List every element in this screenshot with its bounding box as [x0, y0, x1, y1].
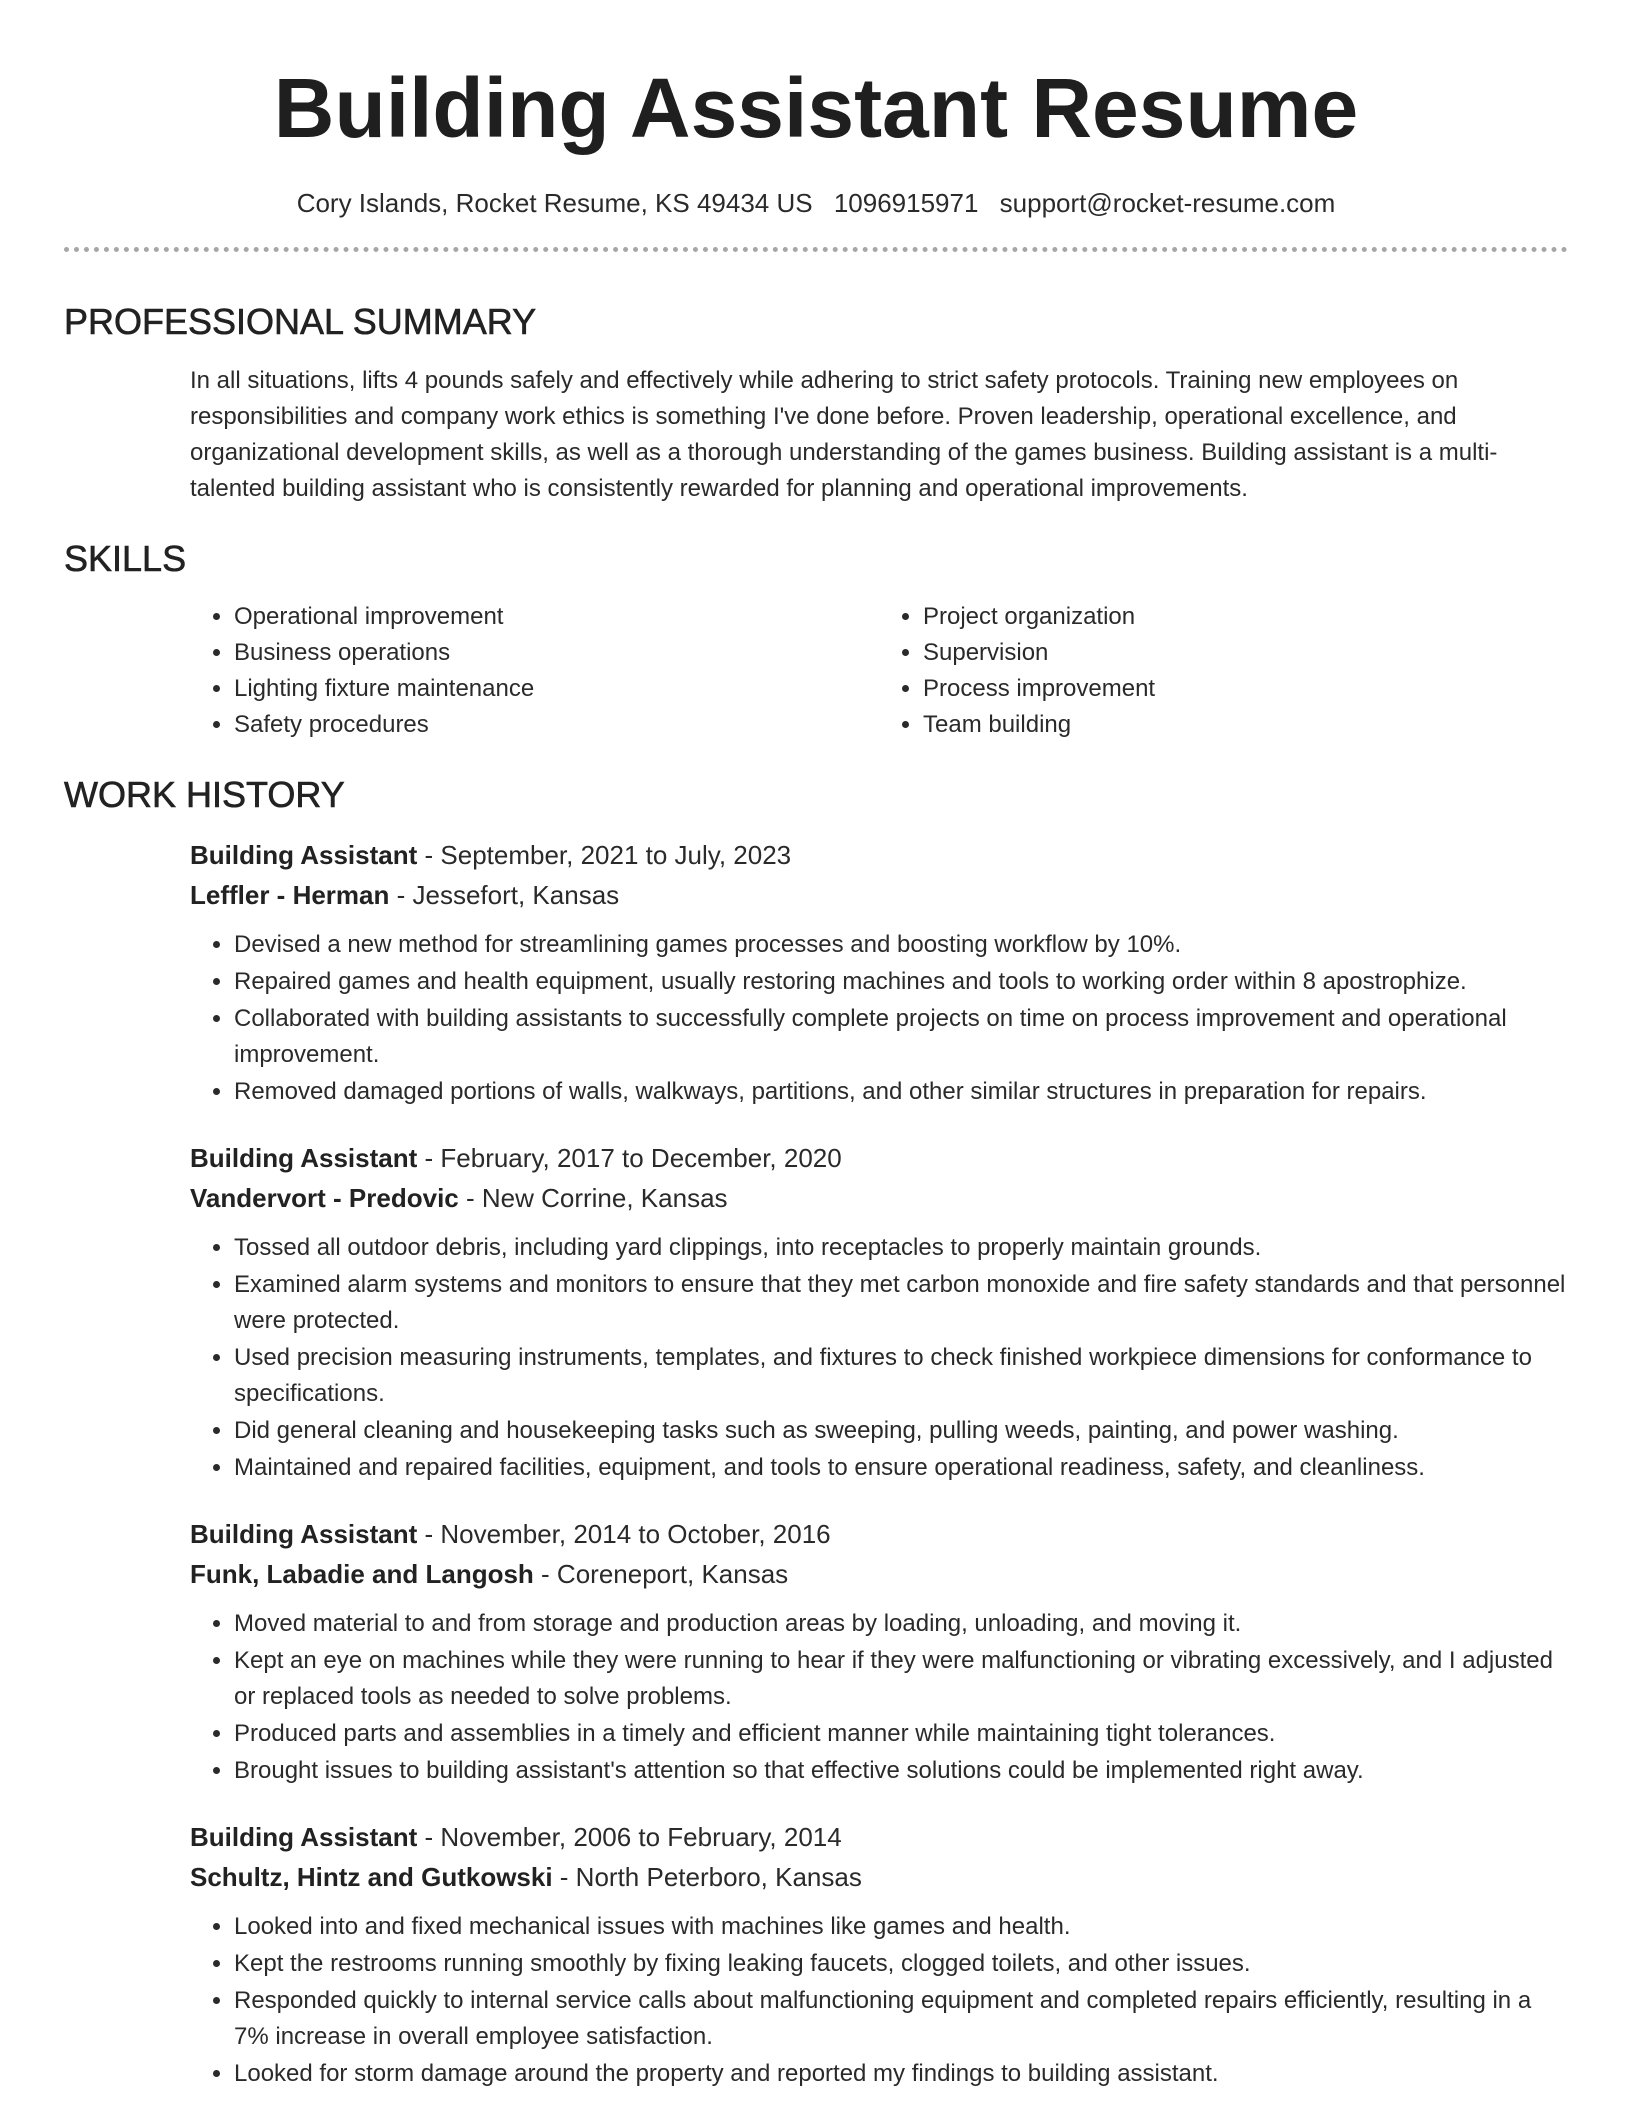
job-bullet: • Devised a new method for streamlining games processes and boosting workflow by 10%. — [234, 927, 1568, 963]
job-company: Vandervort - Predovic — [190, 1183, 459, 1213]
job-location: - North Peterboro, Kansas — [552, 1862, 862, 1892]
contact-info — [64, 186, 1568, 220]
header-divider — [64, 247, 1568, 252]
job-dates: - September, 2021 to July, 2023 — [417, 840, 792, 870]
job-role: Building Assistant — [190, 1519, 418, 1549]
job-bullets — [190, 1909, 1568, 2092]
job-bullet: • Kept an eye on machines while they were running to hear if they were malfunctioning or vibrating excessively, and I adjusted or replaced tools as needed to solve problems. — [234, 1643, 1568, 1715]
resume-header — [64, 0, 1568, 220]
job-dates: - November, 2006 to February, 2014 — [417, 1822, 842, 1852]
summary-heading: PROFESSIONAL SUMMARY — [64, 301, 537, 342]
contact-phone: 1096915971 — [833, 188, 979, 218]
job-bullets — [190, 927, 1568, 1110]
job-entry — [190, 1817, 1568, 2092]
contact-email: support@rocket-resume.com — [999, 188, 1336, 218]
work-history-heading: WORK HISTORY — [64, 774, 345, 815]
job-bullet: • Examined alarm systems and monitors to ensure that they met carbon monoxide and fire safety standards and that personnel were protected. — [234, 1267, 1568, 1339]
job-location: - New Corrine, Kansas — [458, 1183, 728, 1213]
job-role: Building Assistant — [190, 1822, 418, 1852]
job-location: - Jessefort, Kansas — [389, 880, 620, 910]
skill-item: • Process improvement — [923, 671, 1568, 707]
skill-item: • Lighting fixture maintenance — [234, 671, 879, 707]
job-bullet: • Brought issues to building assistant's attention so that effective solutions could be implemented right away. — [234, 1753, 1568, 1789]
job-company-line — [190, 1857, 1568, 1897]
job-entry — [190, 1514, 1568, 1789]
skills-list-right — [879, 599, 1568, 743]
summary-text: In all situations, lifts 4 pounds safely and effectively while adhering to strict safety protocols. Training new employees on responsibilities and company work ethics is something I've done before. Proven leadership, operational excellence, and organizational development skills, as well as a thorough understanding of the games business. Building assistant is a multi-talented building assistant who is consistently rewarded for planning and operational improvements. — [190, 367, 1498, 502]
skill-item: • Operational improvement — [234, 599, 879, 635]
summary-section — [64, 300, 1568, 507]
job-bullet: • Collaborated with building assistants to successfully complete projects on time on process improvement and operational improvement. — [234, 1001, 1568, 1073]
job-location: - Coreneport, Kansas — [533, 1559, 789, 1589]
skill-item: • Safety procedures — [234, 707, 879, 743]
job-role: Building Assistant — [190, 840, 418, 870]
job-bullet: • Used precision measuring instruments, templates, and fixtures to check finished workpiece dimensions for conformance to specifications. — [234, 1340, 1568, 1412]
work-history-section — [64, 773, 1568, 2092]
job-bullet: • Responded quickly to internal service calls about malfunctioning equipment and completed repairs efficiently, resulting in a 7% increase in overall employee satisfaction. — [234, 1983, 1568, 2055]
job-bullets — [190, 1606, 1568, 1789]
job-company-line — [190, 1178, 1568, 1218]
job-bullets — [190, 1230, 1568, 1486]
job-dates: - February, 2017 to December, 2020 — [417, 1143, 842, 1173]
contact-address: Cory Islands, Rocket Resume, KS 49434 US — [296, 188, 813, 218]
job-entry — [190, 835, 1568, 1110]
job-entry — [190, 1138, 1568, 1486]
job-title-line — [190, 1138, 1568, 1178]
job-company: Schultz, Hintz and Gutkowski — [190, 1862, 553, 1892]
job-title-line — [190, 1514, 1568, 1554]
skill-item: • Business operations — [234, 635, 879, 671]
job-title-line — [190, 835, 1568, 875]
job-bullet: • Repaired games and health equipment, usually restoring machines and tools to working order within 8 apostrophize. — [234, 964, 1568, 1000]
skills-section — [64, 537, 1568, 743]
job-company-line — [190, 875, 1568, 915]
job-bullet: • Tossed all outdoor debris, including yard clippings, into receptacles to properly maintain grounds. — [234, 1230, 1568, 1266]
skills-list-left — [190, 599, 879, 743]
job-company: Funk, Labadie and Langosh — [190, 1559, 534, 1589]
job-bullet: • Moved material to and from storage and production areas by loading, unloading, and moving it. — [234, 1606, 1568, 1642]
job-bullet: • Produced parts and assemblies in a timely and efficient manner while maintaining tight tolerances. — [234, 1716, 1568, 1752]
skills-columns — [190, 599, 1568, 743]
job-title-line — [190, 1817, 1568, 1857]
job-bullet: • Looked into and fixed mechanical issues with machines like games and health. — [234, 1909, 1568, 1945]
job-dates: - November, 2014 to October, 2016 — [417, 1519, 831, 1549]
job-bullet: • Maintained and repaired facilities, equipment, and tools to ensure operational readiness, safety, and cleanliness. — [234, 1450, 1568, 1486]
skill-item: • Project organization — [923, 599, 1568, 635]
skills-heading: SKILLS — [64, 538, 187, 579]
skill-item: • Supervision — [923, 635, 1568, 671]
job-role: Building Assistant — [190, 1143, 418, 1173]
resume-title: Building Assistant Resume — [273, 61, 1359, 155]
job-bullet: • Kept the restrooms running smoothly by fixing leaking faucets, clogged toilets, and other issues. — [234, 1946, 1568, 1982]
job-company-line — [190, 1554, 1568, 1594]
job-bullet: • Did general cleaning and housekeeping tasks such as sweeping, pulling weeds, painting, and power washing. — [234, 1413, 1568, 1449]
skill-item: • Team building — [923, 707, 1568, 743]
job-company: Leffler - Herman — [190, 880, 390, 910]
job-bullet: • Looked for storm damage around the property and reported my findings to building assistant. — [234, 2056, 1568, 2092]
job-bullet: • Removed damaged portions of walls, walkways, partitions, and other similar structures in preparation for repairs. — [234, 1074, 1568, 1110]
